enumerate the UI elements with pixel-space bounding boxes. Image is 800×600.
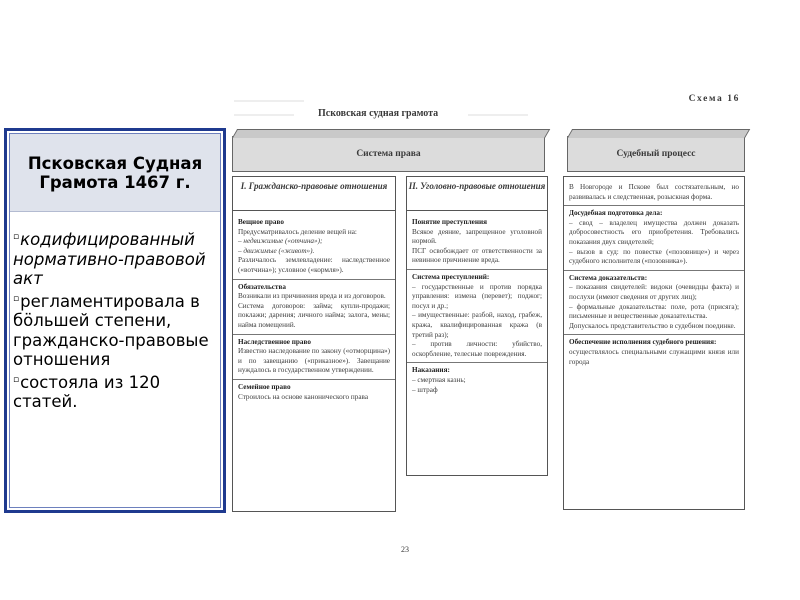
paragraph: осуществлялось специальными служащими князя или города (569, 347, 739, 366)
divider (564, 270, 744, 271)
divider (233, 279, 395, 280)
divider (233, 334, 395, 335)
paragraph: – свод – владелец имущества должен доказать добросовестность его приобретения. Требовались показания двух свидетелей; (569, 218, 739, 246)
page-number: 23 (401, 545, 409, 554)
paragraph: Всякое деяние, запрещенное уголовной нормой. (412, 227, 542, 246)
court-process-label: Судебный процесс (616, 149, 696, 159)
paragraph: – вызов в суд: по повестке («позовнице») и через судебного исполнителя («позовника»). (569, 247, 739, 266)
section-heading: Система доказательств: (569, 273, 648, 282)
paragraph: – показания свидетелей: видоки (очевидцы факта) и послухи (имеют сведения от других лиц); (569, 283, 739, 301)
divider (564, 205, 744, 206)
summary-card (4, 128, 226, 513)
paragraph: В Новгороде и Пскове был состязательным, но развивалась и следственная, розыскная форма. (569, 183, 739, 201)
paragraph: Строилось на основе канонического права (238, 392, 369, 401)
section-heading: Система преступлений: (412, 272, 490, 281)
divider (407, 269, 547, 270)
card-header (10, 134, 220, 212)
civil-law-body (238, 215, 390, 402)
paragraph: Система договоров: займа; купли-продажи; поклажи; дарения; личного найма; залога, мены; найма помещений. (238, 301, 390, 329)
section-heading: Обязательства (238, 282, 286, 291)
bleed-through-line (234, 114, 294, 116)
list-item (13, 228, 218, 289)
bullet-icon: ▫ (13, 293, 20, 304)
criminal-law-column (406, 176, 548, 476)
paragraph: – штраф (412, 385, 438, 394)
bullet-icon: ▫ (13, 374, 20, 385)
court-process-column (563, 176, 745, 510)
paragraph: Возникали из причинения вреда и из договоров. (238, 292, 386, 301)
section-heading: Семейное право (238, 382, 291, 391)
schema-label: Схема 16 (688, 94, 740, 104)
system-of-law-block (232, 136, 545, 172)
paragraph: – формальные доказательства: поле, рота (присяга); письменные и вещественные доказательства. (569, 302, 739, 321)
divider (564, 334, 744, 335)
section-heading: Вещное право (238, 218, 284, 226)
section-heading: Понятие преступления (412, 218, 488, 226)
card-title: Псковская Судная Грамота 1467 г. (27, 153, 203, 192)
paragraph: – движимые («живот»). (238, 246, 315, 255)
criminal-law-body (412, 215, 542, 395)
paragraph: Известно наследование по закону («отморщина») и по завещанию («приказное»). Завещание нуждалось в государственном утверждении. (238, 347, 390, 375)
paragraph: Предусматривалось деление вещей на: (238, 227, 357, 236)
paragraph: – имущественные: разбой, наход, грабеж, кража, квалифицированная кража (в третий раз); (412, 311, 542, 339)
list-item (13, 371, 218, 412)
list-item-text: состояла из 120 статей. (13, 372, 161, 411)
paragraph: Различалось землевладение: наследственное («вотчина»); условное («кормля»). (238, 256, 390, 274)
paragraph: ПСГ освобождает от ответственности за невинное причинение вреда. (412, 246, 542, 265)
court-process-block (567, 136, 745, 172)
list-item (13, 290, 218, 370)
scanned-page (228, 84, 758, 562)
section-heading: Обеспечение исполнения судебного решения: (569, 338, 717, 347)
paragraph: – смертная казнь; (412, 375, 466, 384)
list-item-text: кодифицированный нормативно-правовой акт (13, 230, 206, 288)
list-item-text: регламентировала в бӧльшей степени, гражданско-правовые отношения (13, 291, 209, 369)
section-heading: Наказания: (412, 366, 450, 375)
system-of-law-label: Система права (356, 149, 421, 159)
divider (407, 362, 547, 363)
section-heading: Наследственное право (238, 337, 311, 346)
bleed-through-line (234, 100, 304, 102)
bleed-through-line (468, 114, 528, 116)
summary-card-inner (9, 133, 221, 508)
card-bullet-list (13, 228, 218, 413)
civil-law-column (232, 176, 396, 512)
criminal-law-header: II. Уголовно-правовые отношения (407, 177, 547, 211)
civil-law-header: I. Гражданско-правовые отношения (233, 177, 395, 211)
paragraph: Допускалось представительство в судебном поединке. (569, 321, 736, 330)
paragraph: – государственные и против порядка управления: измена (перевет); поджог; посул и др.; (412, 282, 542, 310)
page-title: Псковская судная грамота (318, 108, 439, 119)
bullet-icon: ▫ (13, 232, 20, 242)
court-process-body (569, 183, 739, 367)
paragraph: – недвижимые («отчина»); (238, 237, 323, 246)
divider (233, 379, 395, 380)
section-heading: Досудебная подготовка дела: (569, 209, 663, 218)
paragraph: – против личности: убийство, оскорбление, телесные повреждения. (412, 340, 542, 358)
